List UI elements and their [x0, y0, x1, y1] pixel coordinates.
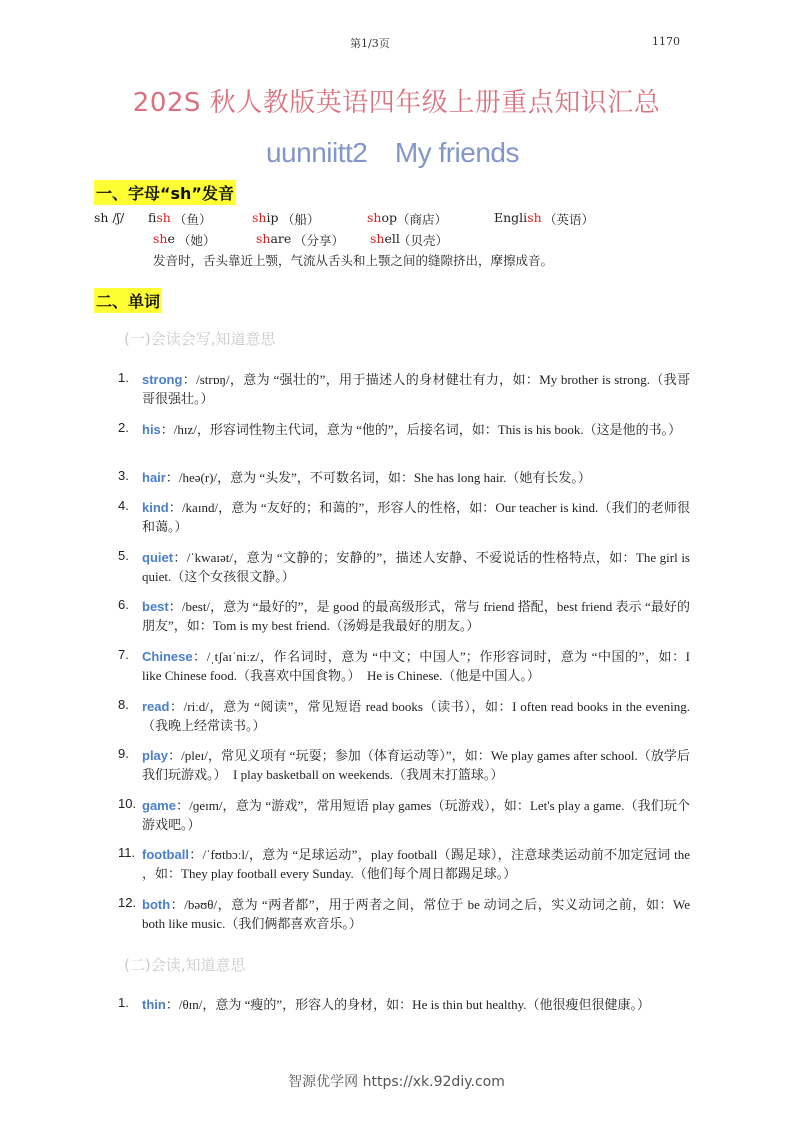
entry-number: 10. [118, 796, 137, 811]
example-word: share [256, 231, 292, 246]
entry-explanation: ：/bəʊθ/，意为 “两者都”，用于两者之间，常位于 be 动词之后，实义动词之前，如：We both like music.（我们俩都喜欢音乐。） [142, 897, 690, 931]
page-number: 第1/3页 [350, 37, 390, 50]
entry-number: 5. [118, 548, 129, 563]
word-entry [118, 548, 690, 586]
vocab-word: kind [142, 500, 169, 515]
word-entry [118, 647, 690, 685]
entry-body [142, 597, 690, 635]
entry-body [142, 697, 690, 735]
entry-number: 9. [118, 746, 129, 761]
document-title: 202S 秋人教版英语四年级上册重点知识汇总 [132, 88, 661, 118]
entry-number: 1. [118, 995, 129, 1010]
entry-body [142, 468, 690, 487]
entry-body [142, 498, 690, 536]
document-code: 1170 [652, 35, 680, 48]
entry-body [142, 845, 690, 883]
vocab-word: thin [142, 997, 166, 1012]
entry-explanation: ：/strɒŋ/，意为 “强壮的”，用于描述人的身材健壮有力，如：My brother is strong.（我哥哥很强壮。） [142, 372, 690, 406]
example-word: English [494, 210, 542, 225]
subsection-heading-read-write: (一)会读会写,知道意思 [124, 330, 276, 348]
entry-number: 6. [118, 597, 129, 612]
subsection-heading-read: (二)会读,知道意思 [124, 956, 246, 974]
unit-subtitle: uunniitt2 My friends [265, 137, 519, 168]
word-entry [118, 746, 690, 784]
entry-explanation: ：/pleɪ/，常见义项有 “玩耍；参加（体育运动等）”，如：We play games after school.（放学后我们玩游戏。） I play basketball on weekends.（我周末打篮球。） [142, 748, 690, 782]
word-entry [118, 498, 690, 536]
word-entry [118, 697, 690, 735]
entry-explanation: ：/heə(r)/，意为 “头发”，不可数名词，如：She has long hair.（她有长发。） [165, 470, 591, 485]
example-word: shell [370, 231, 400, 246]
sound-label: sh /ʃ/ [94, 210, 125, 225]
entry-body [142, 548, 690, 586]
entry-explanation: ：/ɡeɪm/，意为 “游戏”，常用短语 play games（玩游戏），如：Let's play a game.（我们玩个游戏吧。） [142, 798, 690, 832]
example-meaning: （鱼） [174, 212, 212, 227]
example-meaning: （贝壳） [398, 233, 449, 248]
word-entry [118, 995, 690, 1014]
entry-body [142, 796, 690, 834]
vocab-word: quiet [142, 550, 174, 565]
entry-number: 4. [118, 498, 129, 513]
pronunciation-note: 发音时，舌头靠近上颚，气流从舌头和上颚之间的缝隙挤出，摩擦成音。 [153, 253, 554, 268]
vocab-word: strong [142, 372, 183, 387]
entry-number: 1. [118, 370, 129, 385]
vocab-word: his [142, 422, 161, 437]
word-entry [118, 895, 690, 933]
vocab-word: play [142, 748, 169, 763]
word-entry [118, 845, 690, 883]
vocab-word: hair [142, 470, 166, 485]
vocab-word: both [142, 897, 171, 912]
entry-explanation: ：/ˌtʃaɪˈniːz/，作名词时，意为 “中文；中国人”；作形容词时，意为 “中国的”，如：I like Chinese food.（我喜欢中国食物。） He is Chinese.（他是中国人。） [142, 649, 690, 683]
entry-explanation: ：/θɪn/，意为 “瘦的”，形容人的身材，如：He is thin but healthy.（他很瘦但很健康。） [165, 997, 651, 1012]
entry-number: 12. [118, 895, 137, 910]
entry-explanation: ：/best/，意为 “最好的”，是 good 的最高级形式，常与 friend 搭配，best friend 表示 “最好的朋友”，如：Tom is my best friend.（汤姆是我最好的朋友。） [142, 599, 690, 633]
entry-number: 7. [118, 647, 129, 662]
word-entry [118, 796, 690, 834]
entry-number: 3. [118, 468, 129, 483]
example-word: she [153, 231, 175, 246]
example-word: shop [367, 210, 397, 225]
entry-explanation: ：/hɪz/，形容词性物主代词，意为 “他的”，后接名词，如：This is his book.（这是他的书。） [160, 422, 682, 437]
section-heading-phonics: 一、字母“sh”发音 [94, 180, 236, 205]
word-entry [118, 468, 690, 487]
example-word: ship [252, 210, 279, 225]
example-meaning: （英语） [544, 212, 595, 227]
entry-explanation: ：/riːd/，意为 “阅读”，常见短语 read books（读书），如：I often read books in the evening.（我晚上经常读书。） [142, 699, 690, 733]
word-entry [118, 420, 690, 439]
example-meaning: （分享） [294, 233, 345, 248]
example-word: fish [148, 210, 171, 225]
vocab-word: game [142, 798, 176, 813]
entry-number: 2. [118, 420, 129, 435]
entry-number: 8. [118, 697, 129, 712]
vocab-word: read [142, 699, 170, 714]
entry-body [142, 746, 690, 784]
entry-body [142, 895, 690, 933]
entry-body [142, 370, 690, 408]
vocab-word: football [142, 847, 189, 862]
section-heading-words: 二、单词 [94, 288, 162, 313]
entry-body [142, 647, 690, 685]
example-meaning: （船） [282, 212, 320, 227]
entry-explanation: ：/ˈkwaɪət/，意为 “文静的；安静的”，描述人安静、不爱说话的性格特点，如：The girl is quiet.（这个女孩很文静。） [142, 550, 690, 584]
vocab-word: Chinese [142, 649, 193, 664]
example-meaning: （商店） [397, 212, 448, 227]
example-meaning: （她） [178, 233, 216, 248]
entry-body [142, 995, 690, 1014]
vocab-word: best [142, 599, 169, 614]
word-entry [118, 370, 690, 408]
entry-explanation: ：/kaɪnd/，意为 “友好的；和蔼的”，形容人的性格，如：Our teacher is kind.（我们的老师很和蔼。） [142, 500, 690, 534]
word-entry [118, 597, 690, 635]
entry-explanation: ：/ˈfʊtbɔːl/，意为 “足球运动”，play football（踢足球），注意球类运动前不加定冠词 the ，如：They play football every Sunday.（他们每个周日都踢足球。） [142, 847, 690, 881]
footer-watermark: 智源优学网 https://xk.92diy.com [288, 1074, 505, 1090]
entry-number: 11. [118, 845, 136, 860]
entry-body [142, 420, 690, 439]
